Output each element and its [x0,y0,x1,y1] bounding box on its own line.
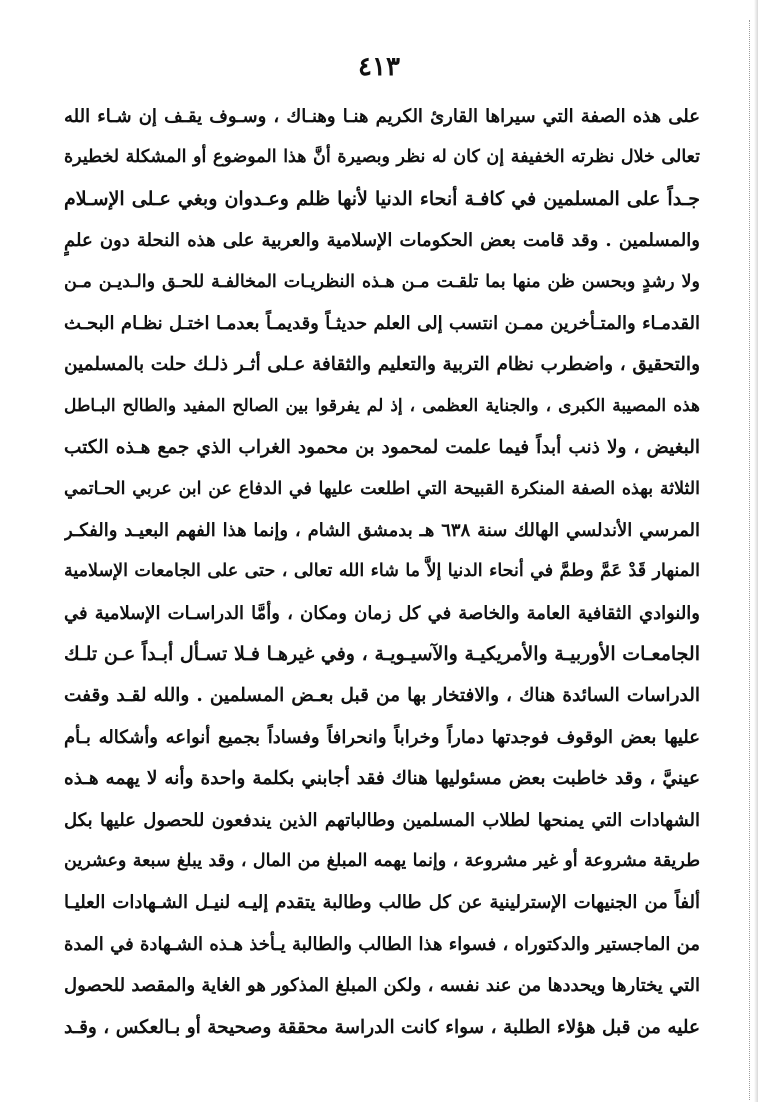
text-line: الثلاثة بهذه الصفة المنكرة القبيحة التي اطلعت عليها في الدفاع عن ابن عربي الحـاتمي [64,478,700,499]
text-line: هذه المصيبة الكبرى ، والجناية العظمى ، إذ لم يفرقوا بين الصالح المفيد والطالح البـاطل [64,395,700,416]
text-line: البغيض ، ولا ذنب أبداً فيما علمت لمحمود بن محمود الغراب الذي جمع هـذه الكتب [64,437,700,459]
text-line: عليه من قبل هؤلاء الطلبة ، سواء كانت الدراسة محققة وصحيحة أو بـالعكس ، وقـد [64,1016,700,1038]
body-text [64,96,700,1048]
text-line: من الماجستير والدكتوراه ، فسواء هذا الطالب والطالبة يـأخذ هـذه الشـهادة في المدة [64,933,700,955]
text-line: طريقة مشروعة أو غير مشروعة ، وإنما يهمه المبلغ من المال ، وقد يبلغ سبعة وعشرين [64,851,700,872]
text-line: على هذه الصفة التي سيراها القارئ الكريم هنـا وهنـاك ، وسـوف يقـف إن شـاء الله [64,106,700,127]
text-line: التي يختارها ويحددها من عند نفسه ، ولكن المبلغ المذكور هو الغاية والمقصد للحصول [64,975,700,997]
text-line: والنوادي الثقافية العامة والخاصة في كل زمان ومكان ، وأمَّا الدراسـات الإسلامية في [64,602,700,624]
page-number: ٤١٣ [358,52,400,82]
text-line: المرسي الأندلسي الهالك سنة ٦٣٨ هـ بدمشق الشام ، وإنما هذا الفهم البعيـد والفكـر [64,519,700,541]
text-line: ولا رشدٍ وبحسن ظن منها بما تلقـت مـن هـذه النظريـات المخالفـة للحـق والـديـن مـن [64,271,700,292]
text-line: والمسلمين . وقد قامت بعض الحكومات الإسلامية والعربية على هذه النحلة دون علمٍ [64,230,700,252]
text-line: عينيَّ ، وقد خاطبت بعض مسئوليها هناك فقد أجابني بكلمة واحدة وأنه لا يهمه هـذه [64,768,700,790]
text-line: والتحقيق ، واضطرب نظام التربية والتعليم والثقافة عـلى أثـر ذلـك حلت بالمسلمين [64,354,700,376]
text-line: الدراسات السائدة هناك ، والافتخار بها من قبل بعـض المسلمين . والله لقـد وقفت [64,685,700,707]
text-line: تعالى خلال نظرته الخفيفة إن كان له نظر وبصيرة أنَّ هذا الموضوع أو المشكلة لخطيرة [64,147,700,168]
text-line: ألفاً من الجنيهات الإسترلينية عن كل طالب وطالبة يتقدم إليـه لنيـل الشـهادات العليـا [64,892,700,914]
text-line: القدمـاء والمتـأخرين ممـن انتسب إلى العلم حديثـاً وقديمـاً بعدمـا اختـل نظـام البحـث [64,312,700,334]
margin-dotted-rule [749,20,750,1100]
text-line: جـداً على المسلمين في كافـة أنحاء الدنيا لأنها ظلم وعـدوان وبغي عـلى الإسـلام [64,187,700,210]
page-edge [754,0,758,1102]
text-line: الجامعـات الأوربيـة والأمريكيـة والآسيـويـة ، وفي غيرهـا فـلا تسـأل أبـداً عـن تلـك [64,643,700,666]
text-line: عليها بعض الوقوف فوجدتها دماراً وخراباً وانحرافاً وفساداً بجميع أنواعه وأشكاله بـأم [64,726,700,748]
text-line: المنهار قَدْ عَمَّ وطمَّ في أنحاء الدنيا إلاَّ ما شاء الله تعالى ، حتى على الجامعات الإسلامية [64,561,700,582]
text-line: الشهادات التي يمنحها لطلاب المسلمين وطالباتهم الذين يندفعون للحصول عليها بكل [64,809,700,831]
